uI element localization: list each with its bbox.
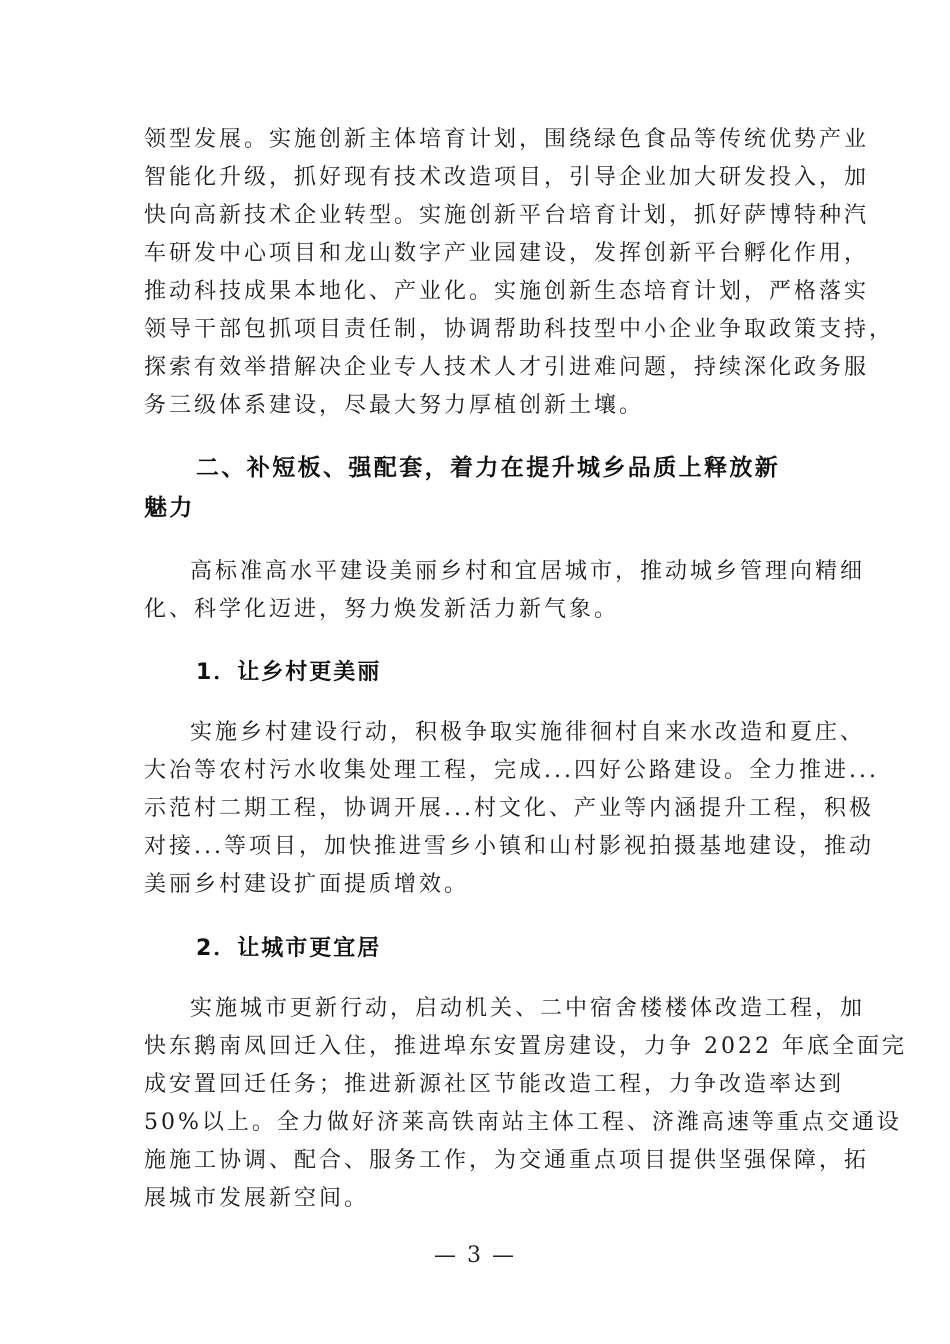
text-line: 对接...等项目，加快推进雪乡小镇和山村影视拍摄基地建设，推动	[144, 834, 874, 859]
text-line: 示范村二期工程，协调开展...村文化、产业等内涵提升工程，积极	[144, 796, 874, 821]
subheading-rural: 1．让乡村更美丽	[196, 660, 382, 685]
heading-line: 二、补短板、强配套，着力在提升城乡品质上释放新	[196, 455, 781, 481]
page-number: — 3 —	[434, 1243, 516, 1268]
text-line: 快向高新技术企业转型。实施创新平台培育计划，抓好萨博特种汽	[144, 203, 870, 228]
text-line: 务三级体系建设，尽最大努力厚植创新土壤。	[144, 393, 645, 418]
text-line: 探索有效举措解决企业专人技术人才引进难问题，持续深化政务服	[144, 355, 870, 380]
text-line: 领导干部包抓项目责任制，协调帮助科技型中小企业争取政策支持，	[144, 317, 895, 342]
text-line: 车研发中心项目和龙山数字产业园建设，发挥创新平台孵化作用，	[144, 241, 870, 266]
subheading-urban: 2．让城市更宜居	[196, 936, 382, 961]
text-line: 施施工协调、配合、服务工作，为交通重点项目提供坚强保障，拓	[144, 1148, 870, 1173]
text-line: 大冶等农村污水收集处理工程，完成...四好公路建设。全力推进...	[144, 758, 879, 783]
text-line: 成安置回迁任务；推进新源社区节能改造工程，力争改造率达到	[144, 1072, 845, 1097]
text-line: 推动科技成果本地化、产业化。实施创新生态培育计划，严格落实	[144, 279, 870, 304]
text-line: 快东鹅南凤回迁入住，推进埠东安置房建设，力争 2022 年底全面完	[144, 1034, 907, 1059]
section-heading	[144, 448, 824, 528]
paragraph-intro	[144, 553, 866, 629]
text-line: 化、科学化迈进，努力焕发新活力新气象。	[144, 597, 620, 622]
text-line: 高标准高水平建设美丽乡村和宜居城市，推动城乡管理向精细	[190, 559, 866, 584]
paragraph-rural	[144, 714, 879, 904]
text-line: 实施城市更新行动，启动机关、二中宿舍楼楼体改造工程，加	[190, 996, 866, 1021]
text-line: 智能化升级，抓好现有技术改造项目，引导企业加大研发投入，加	[144, 165, 870, 190]
text-line: 领型发展。实施创新主体培育计划，围绕绿色食品等传统优势产业	[144, 127, 870, 152]
heading-line: 魅力	[144, 495, 195, 521]
text-line: 美丽乡村建设扩面提质增效。	[144, 872, 470, 897]
paragraph-urban	[144, 990, 907, 1218]
text-line: 展城市发展新空间。	[144, 1186, 370, 1211]
text-line: 50%以上。全力做好济莱高铁南站主体工程、济潍高速等重点交通设	[144, 1110, 902, 1135]
paragraph-innovation	[144, 121, 895, 425]
text-line: 实施乡村建设行动，积极争取实施徘徊村自来水改造和夏庄、	[190, 720, 866, 745]
